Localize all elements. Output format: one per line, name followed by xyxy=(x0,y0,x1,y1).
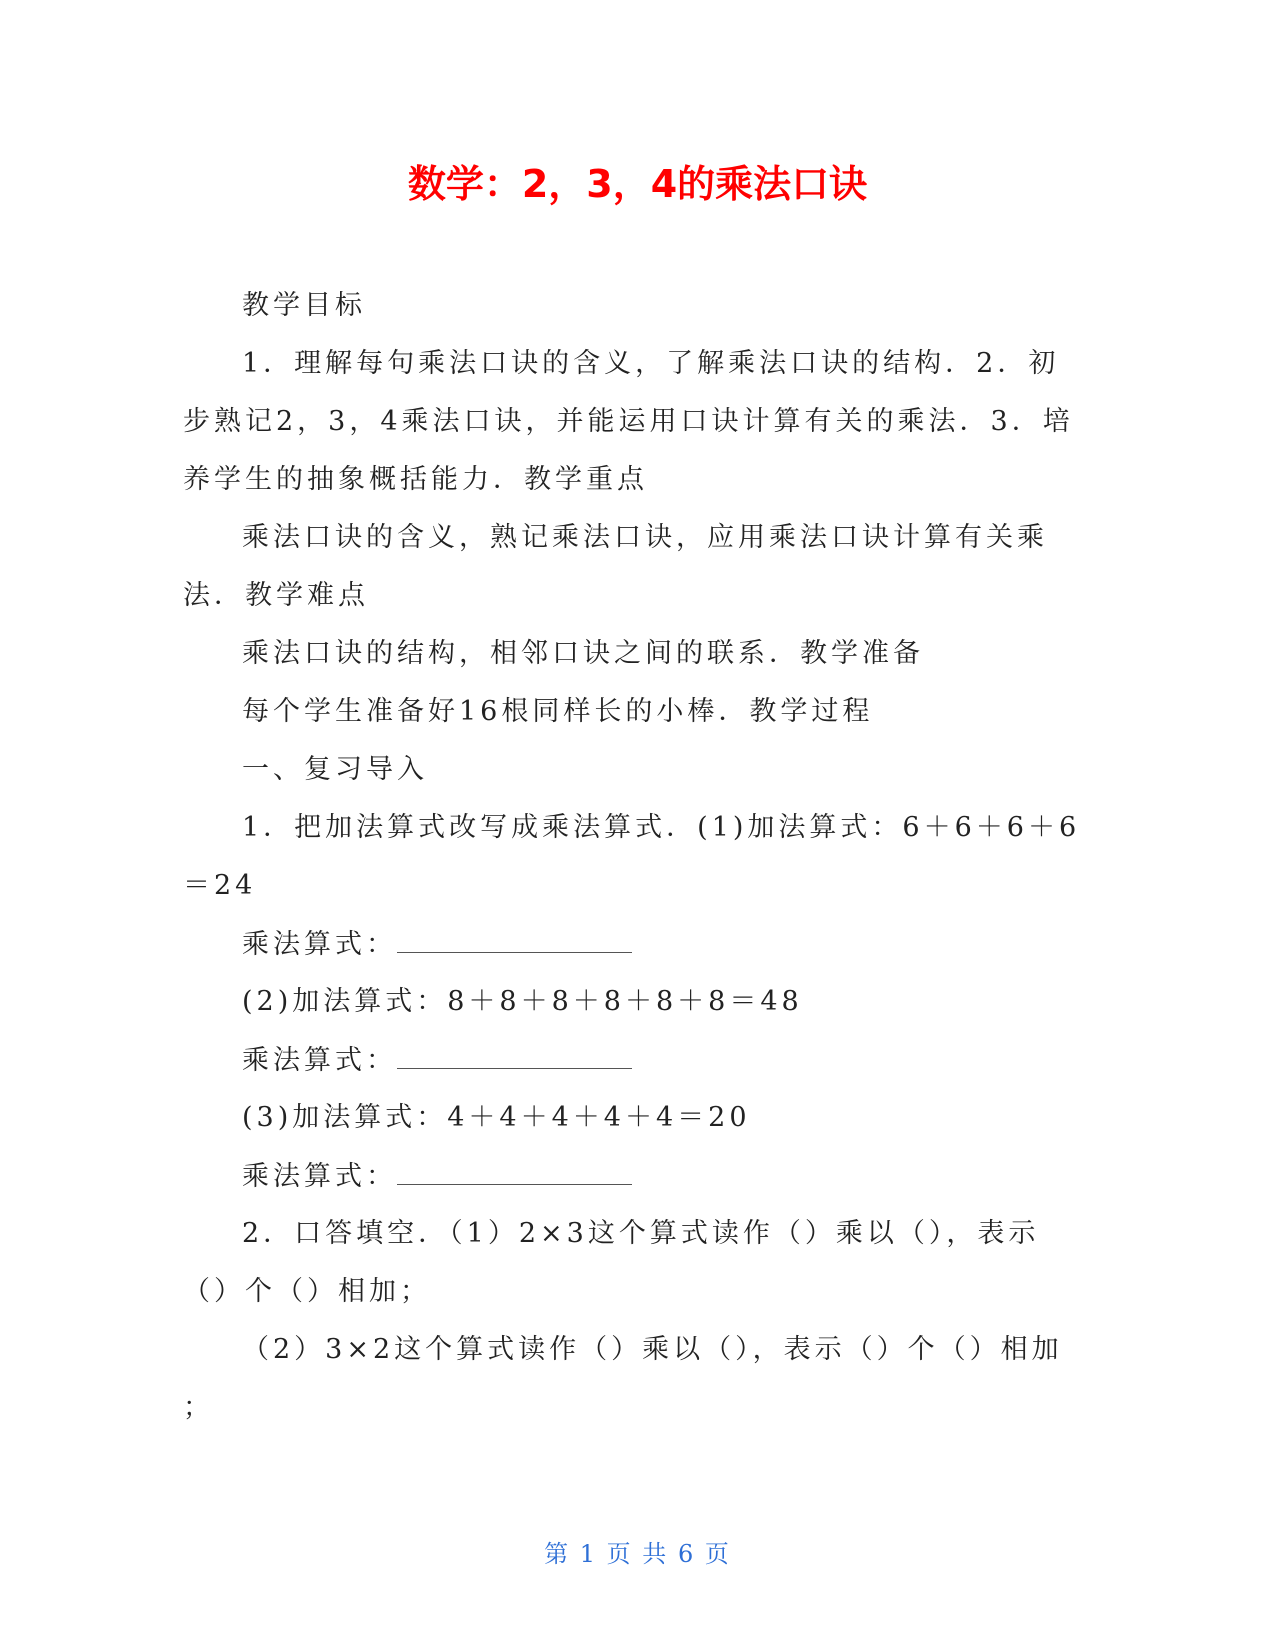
section-heading-review: 一、复习导入 xyxy=(242,754,428,785)
paragraph-line: 步熟记2，3，4乘法口诀，并能运用口诀计算有关的乘法．3．培 xyxy=(183,406,1074,437)
multiplication-answer-line-2 xyxy=(242,1042,632,1079)
paragraph-line: (3)加法算式：4＋4＋4＋4＋4＝20 xyxy=(242,1102,751,1133)
answer-label: 乘法算式： xyxy=(242,929,397,960)
page-footer: 第 1 页 共 6 页 xyxy=(544,1540,731,1568)
paragraph-line: （）个（）相加； xyxy=(183,1276,431,1307)
paragraph-line: ＝24 xyxy=(183,870,257,901)
document-title: 数学：2，3，4的乘法口诀 xyxy=(407,162,868,206)
paragraph-line: （2）3×2这个算式读作（）乘以（），表示（）个（）相加 xyxy=(242,1334,1063,1365)
multiplication-answer-line-1 xyxy=(242,926,632,963)
answer-label: 乘法算式： xyxy=(242,1161,397,1192)
paragraph-line: 2．口答填空．（1）2×3这个算式读作（）乘以（），表示 xyxy=(242,1218,1040,1249)
paragraph-line: 乘法口诀的含义，熟记乘法口诀，应用乘法口诀计算有关乘 xyxy=(242,522,1048,553)
paragraph-line: 养学生的抽象概括能力．教学重点 xyxy=(183,464,648,495)
paragraph-line: 1．理解每句乘法口诀的含义，了解乘法口诀的结构．2．初 xyxy=(242,348,1060,379)
paragraph-line: 1．把加法算式改写成乘法算式．(1)加法算式：6＋6＋6＋6 xyxy=(242,812,1081,843)
paragraph-line: 每个学生准备好16根同样长的小棒．教学过程 xyxy=(242,696,874,727)
answer-blank xyxy=(397,926,632,953)
paragraph-line: (2)加法算式：8＋8＋8＋8＋8＋8＝48 xyxy=(242,986,803,1017)
paragraph-line: 乘法口诀的结构，相邻口诀之间的联系．教学准备 xyxy=(242,638,924,669)
answer-blank xyxy=(397,1158,632,1185)
paragraph-line: 法．教学难点 xyxy=(183,580,369,611)
multiplication-answer-line-3 xyxy=(242,1158,632,1195)
answer-blank xyxy=(397,1042,632,1069)
paragraph-line: ； xyxy=(183,1392,214,1423)
section-heading-objectives: 教学目标 xyxy=(242,290,366,321)
answer-label: 乘法算式： xyxy=(242,1045,397,1076)
